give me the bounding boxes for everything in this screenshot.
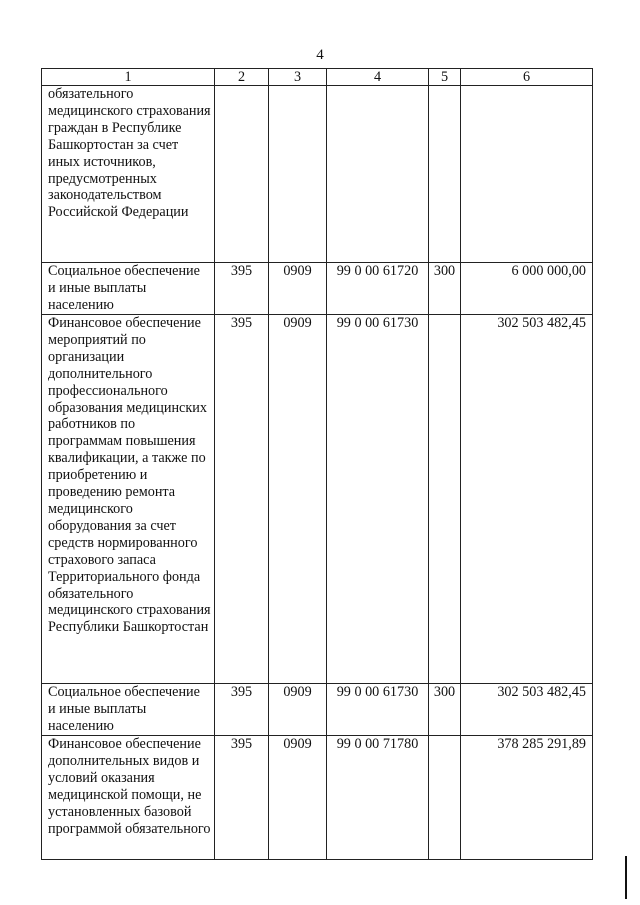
column-header-2: 2 — [215, 69, 269, 86]
column-header-4: 4 — [327, 69, 429, 86]
row-code-section: 0909 — [269, 736, 327, 860]
row-code-ministry: 395 — [215, 684, 269, 736]
row-amount: 6 000 000,00 — [461, 263, 593, 315]
row-description: обязательного медицинского страхования граждан в Республике Башкортостан за счет иных источников, предусмотренных законодательством Российской Федерации — [42, 86, 215, 263]
page-number: 4 — [316, 47, 324, 63]
column-header-6: 6 — [461, 69, 593, 86]
row-code-expense-type: 300 — [429, 263, 461, 315]
column-header-1: 1 — [42, 69, 215, 86]
row-code-ministry — [215, 86, 269, 263]
row-amount — [461, 86, 593, 263]
table-row — [42, 684, 593, 736]
row-amount: 302 503 482,45 — [461, 684, 593, 736]
table-header-row — [42, 69, 593, 86]
table-row — [42, 86, 593, 263]
row-code-expense-type — [429, 736, 461, 860]
row-code-target: 99 0 00 71780 — [327, 736, 429, 860]
row-description: Социальное обеспечение и иные выплаты населению — [42, 263, 215, 315]
row-code-section: 0909 — [269, 263, 327, 315]
row-code-expense-type: 300 — [429, 684, 461, 736]
row-code-ministry: 395 — [215, 736, 269, 860]
row-code-target: 99 0 00 61730 — [327, 684, 429, 736]
row-amount: 378 285 291,89 — [461, 736, 593, 860]
column-header-5: 5 — [429, 69, 461, 86]
row-code-target — [327, 86, 429, 263]
row-description: Финансовое обеспечение мероприятий по организации дополнительного профессионального образования медицинских работников по программам повышения квалификации, а также по приобретению и проведению ремонта медицинского оборудования за счет средств нормированного страхового запаса Территориального фонда обязательного медицинского страхования Республики Башкортостан — [42, 315, 215, 684]
row-code-section — [269, 86, 327, 263]
scan-edge-mark — [625, 856, 627, 899]
row-amount: 302 503 482,45 — [461, 315, 593, 684]
row-code-ministry: 395 — [215, 263, 269, 315]
row-code-ministry: 395 — [215, 315, 269, 684]
column-header-3: 3 — [269, 69, 327, 86]
row-code-section: 0909 — [269, 684, 327, 736]
row-description: Социальное обеспечение и иные выплаты населению — [42, 684, 215, 736]
row-code-target: 99 0 00 61720 — [327, 263, 429, 315]
row-description: Финансовое обеспечение дополнительных видов и условий оказания медицинской помощи, не установленных базовой программой обязательного — [42, 736, 215, 860]
row-code-section: 0909 — [269, 315, 327, 684]
row-code-expense-type — [429, 86, 461, 263]
row-code-target: 99 0 00 61730 — [327, 315, 429, 684]
table-row — [42, 736, 593, 860]
table-row — [42, 315, 593, 684]
row-code-expense-type — [429, 315, 461, 684]
table-row — [42, 263, 593, 315]
budget-table — [41, 68, 593, 860]
